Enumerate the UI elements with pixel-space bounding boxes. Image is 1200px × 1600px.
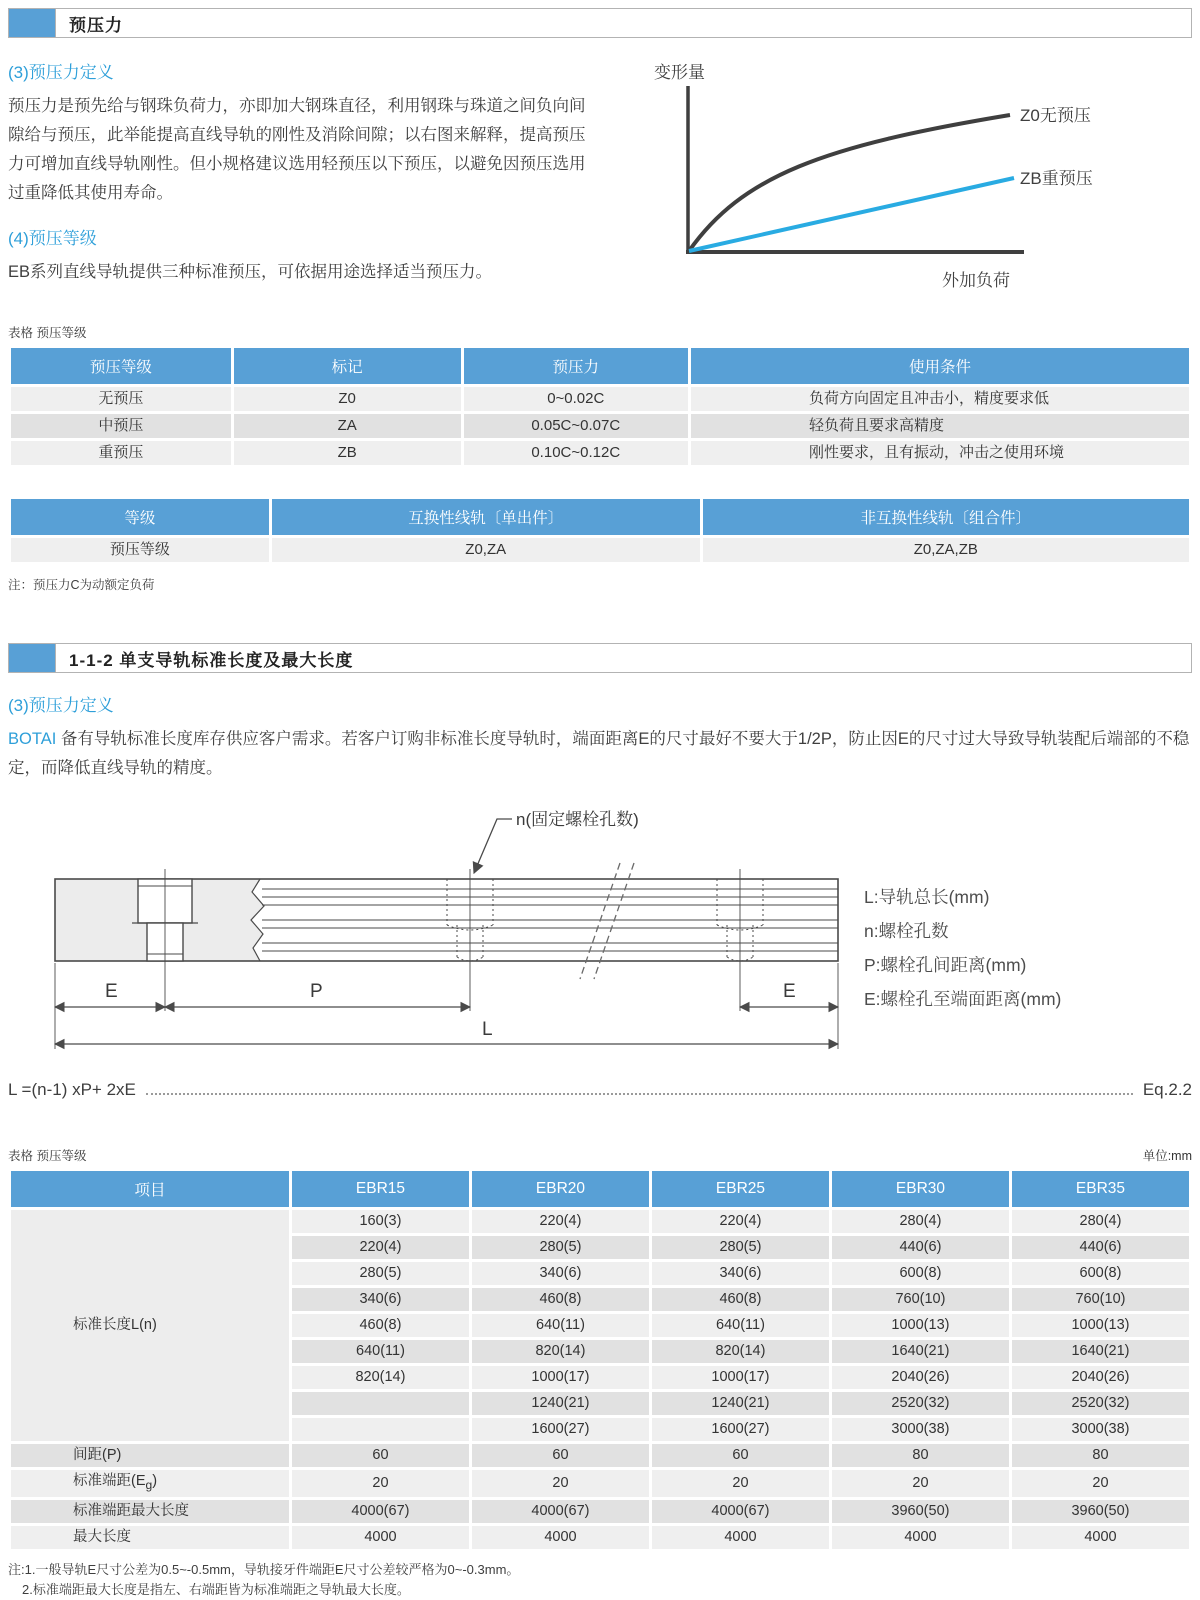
cell: 460(8)	[652, 1288, 829, 1311]
cell: 预压等级	[11, 538, 269, 562]
cell: 4000	[832, 1526, 1009, 1549]
table3-caption: 表格 预压等级	[8, 1149, 87, 1163]
table3-caption-row	[8, 1146, 1192, 1164]
table3-footnotes	[8, 1560, 1192, 1600]
cell: 无预压	[11, 387, 231, 411]
extension-lines	[55, 963, 838, 1049]
diagram-legend	[864, 887, 1061, 1009]
cell: 760(10)	[832, 1288, 1009, 1311]
cell: 640(11)	[292, 1340, 469, 1363]
cell: 280(5)	[652, 1236, 829, 1259]
cell: 820(14)	[652, 1340, 829, 1363]
cell: 820(14)	[292, 1366, 469, 1389]
table-row	[11, 441, 1189, 465]
cell: 4000(67)	[292, 1500, 469, 1523]
cell: 60	[472, 1444, 649, 1467]
cell: 3960(50)	[832, 1500, 1009, 1523]
row-label-pitch: 间距(P)	[11, 1444, 289, 1467]
cell: 1600(27)	[652, 1418, 829, 1441]
table2-footnote: 注：预压力C为动额定负荷	[8, 578, 155, 592]
interchangeability-table	[8, 496, 1192, 565]
table2-header-grade: 等级	[11, 499, 269, 535]
label-text: )	[152, 1473, 158, 1489]
cell: 340(6)	[292, 1288, 469, 1311]
cell: 1240(21)	[472, 1392, 649, 1415]
cell: 4000(67)	[652, 1500, 829, 1523]
cell: Z0,ZA	[272, 538, 700, 562]
chart-y-axis-label: 变形量	[654, 63, 705, 82]
cell	[292, 1418, 469, 1441]
equation-number: Eq.2.2	[1142, 1080, 1192, 1099]
cell: 220(4)	[292, 1236, 469, 1259]
preload-definition-body: 预压力是预先给与钢珠负荷力，亦即加大钢珠直径，利用钢珠与珠道之间负向间隙给与预压，此举能提高直线导轨的刚性及消除间隙；以右图来解释，提高预压力可增加直线导轨刚性。但小规格建议选用轻预压以下预压，以避免因预压选用过重降低其使用寿命。	[8, 97, 586, 202]
cell: 4000(67)	[472, 1500, 649, 1523]
section-accent-block	[9, 644, 56, 672]
section2-heading: (3)预压力定义	[8, 696, 114, 715]
cell: 600(8)	[832, 1262, 1009, 1285]
table-row	[11, 1526, 1189, 1549]
cell: 640(11)	[652, 1314, 829, 1337]
table3-header-row	[11, 1171, 1189, 1207]
section2-body	[8, 725, 1192, 783]
rail-profile-lines	[262, 889, 838, 951]
cell: 820(14)	[472, 1340, 649, 1363]
dim-label-l: L	[482, 1019, 493, 1040]
cell: 20	[292, 1470, 469, 1497]
row-label-std-end-distance	[11, 1470, 289, 1497]
cell: 0.05C~0.07C	[464, 414, 688, 438]
table2-header-non-interchangeable: 非互换性线轨〔组合件〕	[703, 499, 1189, 535]
cell: 负荷方向固定且冲击小，精度要求低	[691, 387, 1189, 411]
table1-header-condition: 使用条件	[691, 348, 1189, 384]
cell	[292, 1392, 469, 1415]
section2-body-text: 备有导轨标准长度库存供应客户需求。若客户订购非标准长度导轨时，端面距离E的尺寸最好不要大于1/2P，防止因E的尺寸过大导致导轨装配后端部的不稳定，而降低直线导轨的精度。	[8, 730, 1190, 777]
table-row	[11, 387, 1189, 411]
cell: 4000	[472, 1526, 649, 1549]
brand-name: BOTAI	[8, 730, 57, 748]
standard-length-table	[8, 1168, 1192, 1552]
cell: 600(8)	[1012, 1262, 1189, 1285]
cell: 20	[832, 1470, 1009, 1497]
label-text: 标准端距(E	[73, 1473, 146, 1489]
cell: 160(3)	[292, 1210, 469, 1233]
table-row	[11, 1444, 1189, 1467]
cell: 4000	[1012, 1526, 1189, 1549]
cell: 3960(50)	[1012, 1500, 1189, 1523]
cell: 220(4)	[652, 1210, 829, 1233]
std-length-label-cell: 标准长度L(n)	[11, 1210, 289, 1441]
cell: 280(4)	[832, 1210, 1009, 1233]
cell: 460(8)	[292, 1314, 469, 1337]
cell: 440(6)	[1012, 1236, 1189, 1259]
cell: 20	[472, 1470, 649, 1497]
cell: 340(6)	[472, 1262, 649, 1285]
rail-dimension-diagram	[8, 799, 1192, 1061]
cell: 1000(13)	[1012, 1314, 1189, 1337]
table3-unit-label: 单位:mm	[1142, 1149, 1192, 1163]
chart-series-zb-line	[689, 178, 1014, 251]
row-label-max-length: 最大长度	[11, 1526, 289, 1549]
table3-header-ebr35: EBR35	[1012, 1171, 1189, 1207]
dim-label-e-right: E	[783, 981, 796, 1002]
cell: 1640(21)	[832, 1340, 1009, 1363]
cell: 4000	[292, 1526, 469, 1549]
footnote-2: 2.标准端距最大长度是指左、右端距皆为标准端距之导轨最大长度。	[22, 1581, 410, 1597]
cell: 460(8)	[472, 1288, 649, 1311]
cell: 640(11)	[472, 1314, 649, 1337]
table-row	[11, 538, 1189, 562]
chart-series-z0-curve	[689, 115, 1010, 251]
chart-canvas	[632, 58, 1192, 298]
callout-leader-arrow	[474, 819, 512, 873]
table1-header-row	[11, 348, 1189, 384]
preload-definition-heading: (3)预压力定义	[8, 63, 114, 82]
cell: 轻负荷且要求高精度	[691, 414, 1189, 438]
label-subscript: g	[145, 1477, 153, 1492]
cell: 80	[832, 1444, 1009, 1467]
section-accent-block	[9, 9, 56, 37]
cell: 刚性要求，且有振动，冲击之使用环境	[691, 441, 1189, 465]
cell: ZA	[234, 414, 461, 438]
cell: Z0,ZA,ZB	[703, 538, 1189, 562]
table3-header-item: 项目	[11, 1171, 289, 1207]
table-row	[11, 1470, 1189, 1497]
section-title-bar-2	[8, 643, 1192, 673]
intro-text-column	[8, 62, 593, 287]
cell: 60	[292, 1444, 469, 1467]
cell: ZB	[234, 441, 461, 465]
cell: 340(6)	[652, 1262, 829, 1285]
cell: 2520(32)	[832, 1392, 1009, 1415]
dim-label-p: P	[310, 981, 323, 1002]
table1-caption: 表格 预压等级	[8, 326, 87, 340]
cell: 0~0.02C	[464, 387, 688, 411]
cell: 280(4)	[1012, 1210, 1189, 1233]
cell: 2040(26)	[832, 1366, 1009, 1389]
cell: 3000(38)	[1012, 1418, 1189, 1441]
cell: 重预压	[11, 441, 231, 465]
cell: 2040(26)	[1012, 1366, 1189, 1389]
chart-series-z0-label: Z0无预压	[1020, 106, 1091, 125]
cell: 760(10)	[1012, 1288, 1189, 1311]
table2-header-interchangeable: 互换性线轨〔单出件〕	[272, 499, 700, 535]
cell: 1000(13)	[832, 1314, 1009, 1337]
cell: 1600(27)	[472, 1418, 649, 1441]
cell: 440(6)	[832, 1236, 1009, 1259]
bolt-count-callout: n(固定螺栓孔数)	[516, 810, 639, 829]
cell: 20	[652, 1470, 829, 1497]
cell: 中预压	[11, 414, 231, 438]
length-equation-row	[8, 1080, 1192, 1100]
section2-title: 1-1-2 单支导轨标准长度及最大长度	[69, 650, 354, 670]
cell: 280(5)	[472, 1236, 649, 1259]
cell: 1640(21)	[1012, 1340, 1189, 1363]
footnote-1: 注:1.一般导轨E尺寸公差为0.5~-0.5mm，导轨接牙件端距E尺寸公差较严格为0~-0.3mm。	[8, 1561, 520, 1577]
preload-grade-body: EB系列直线导轨提供三种标准预压，可依据用途选择适当预压力。	[8, 263, 493, 281]
table3-header-ebr20: EBR20	[472, 1171, 649, 1207]
table3-header-ebr15: EBR15	[292, 1171, 469, 1207]
table-row	[11, 1500, 1189, 1523]
legend-line-p: P:螺栓孔间距离(mm)	[864, 955, 1027, 975]
chart-x-axis-label: 外加负荷	[942, 271, 1010, 290]
equation-formula: L =(n-1) xP+ 2xE	[8, 1080, 136, 1099]
cell: 1000(17)	[472, 1366, 649, 1389]
cell: 80	[1012, 1444, 1189, 1467]
equation-dotted-leader	[146, 1093, 1133, 1095]
table-row	[11, 1210, 1189, 1233]
table-row	[11, 414, 1189, 438]
table2-header-row	[11, 499, 1189, 535]
legend-line-l: L:导轨总长(mm)	[864, 887, 990, 907]
cell: 3000(38)	[832, 1418, 1009, 1441]
section-title-bar	[8, 8, 1192, 38]
row-label-std-end-max-length: 标准端距最大长度	[11, 1500, 289, 1523]
cell: 0.10C~0.12C	[464, 441, 688, 465]
table1-header-grade: 预压等级	[11, 348, 231, 384]
chart-series-zb-label: ZB重预压	[1020, 169, 1093, 188]
cell: Z0	[234, 387, 461, 411]
cell: 2520(32)	[1012, 1392, 1189, 1415]
cell: 4000	[652, 1526, 829, 1549]
cell: 1000(17)	[652, 1366, 829, 1389]
preload-deflection-chart	[632, 58, 1192, 298]
cell: 220(4)	[472, 1210, 649, 1233]
cell: 20	[1012, 1470, 1189, 1497]
table1-header-mark: 标记	[234, 348, 461, 384]
cell: 280(5)	[292, 1262, 469, 1285]
dim-label-e-left: E	[105, 981, 118, 1002]
legend-line-e: E:螺栓孔至端面距离(mm)	[864, 989, 1062, 1009]
legend-line-n: n:螺栓孔数	[864, 921, 949, 941]
table3-header-ebr25: EBR25	[652, 1171, 829, 1207]
preload-grade-heading: (4)预压等级	[8, 229, 97, 248]
preload-grade-table	[8, 345, 1192, 468]
page-title: 预压力	[69, 15, 123, 35]
cell: 60	[652, 1444, 829, 1467]
table3-header-ebr30: EBR30	[832, 1171, 1009, 1207]
table1-header-force: 预压力	[464, 348, 688, 384]
cell: 1240(21)	[652, 1392, 829, 1415]
